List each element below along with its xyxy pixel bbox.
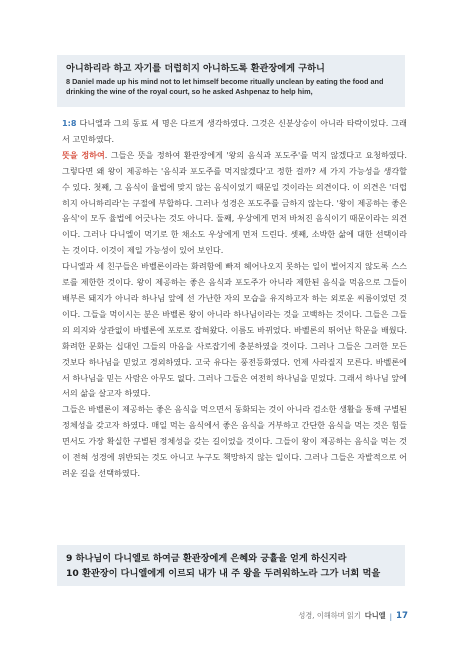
verse-reference: 1:8 bbox=[62, 118, 77, 128]
scripture-box-bottom bbox=[57, 545, 405, 586]
scripture-korean-text: 아니하리라 하고 자기를 더럽히지 아니하도록 환관장에게 구하니 bbox=[66, 63, 325, 74]
book-title: 다니엘 bbox=[364, 611, 386, 620]
paragraph-1 bbox=[62, 116, 407, 148]
scripture-box-top bbox=[57, 55, 405, 107]
page-footer bbox=[298, 611, 408, 621]
scripture-verse-10: 10 환관장이 다니엘에게 이르되 내가 내 주 왕을 두려워하노라 그가 너희 먹을 bbox=[66, 568, 381, 579]
paragraph-2 bbox=[62, 148, 407, 259]
paragraph-2-text: . 그들은 뜻을 정하여 환관장에게 '왕의 음식과 포도주'를 먹지 않겠다고 요청하였다. 그렇다면 왜 왕이 제공하는 '음식과 포도주를 먹지않겠다'고 정한 걸까? 세 가지 가능성을 생각할 수 있다. 첫째, 그 음식이 율법에 맞지 않는 음식이었기 때문일 것이라는 의견이다. 이 의견은 '더럽히지 아니하리라'는 구절에 부합하다. 그러나 성경은 포도주를 금하지 않는다. '왕이 제공하는 좋은 음식'이 모두 율법에 어긋나는 것도 아니다. 둘째, 우상에게 먼저 바쳐진 음식이기 때문이라는 의견이다. 그러나 다니엘이 먹기로 한 채소도 우상에게 먼저 드린다. 셋째, 소박한 삶에 대한 선택이라는 것이다. 이것이 제일 가능성이 있어 보인다. bbox=[62, 149, 407, 256]
paragraph-4: 그들은 바벨론이 제공하는 좋은 음식을 먹으면서 동화되는 것이 아니라 검소한 생활을 통해 구별된 정체성을 갖고자 하였다. 매일 먹는 음식에서 좋은 음식을 거부하고 간단한 음식을 먹는 것은 힘들면서도 가장 확실한 구별된 정체성을 갖는 길이었을 것이다. 그들이 왕이 제공하는 음식을 먹는 것이 전혀 성경에 위반되는 것도 아니고 누구도 책망하지 않는 일이다. 그러나 그들은 자발적으로 어려운 길을 선택하였다. bbox=[62, 404, 407, 478]
highlight-keyword: 뜻을 정하여 bbox=[62, 149, 105, 160]
paragraph-3: 다니엘과 세 친구들은 바벨론이라는 화려함에 빠져 헤어나오지 못하는 일이 벌어지지 않도록 스스로를 제한한 것이다. 왕이 제공하는 좋은 음식과 포도주가 아니라 제한된 음식을 먹음으로 그들이 배부른 돼지가 아니라 하나님 앞에 선 가난한 자의 모습을 유지하고자 하는 외로운 씨름이었던 것이다. 그들을 먹이시는 분은 바벨론 왕이 아니라 하나님이라는 것을 고백하는 것이다. 그들은 그들의 의지와 상관없이 바벨론에 포로로 잡혀왔다. 이름도 바뀌었다. 바벨론의 뛰어난 학문을 배웠다. 화려한 문화는 십대인 그들의 마음을 사로잡기에 충분하였을 것이다. 그러나 그들은 그러한 모든 것보다 하나님을 믿었고 경외하였다. 고국 유다는 풍전등화였다. 언제 사라질지 모른다. 바벨론에서 하나님을 믿는 사람은 아무도 없다. 그러나 그들은 여전히 하나님을 믿었다. 그래서 하나님 앞에서의 삶을 살고자 하였다. bbox=[62, 261, 407, 399]
scripture-english-text: 8 Daniel made up his mind not to let himself become ritually unclean by eating the food and drinking the wine of the royal court, so he asked Ashpenaz to help him, bbox=[66, 77, 384, 96]
paragraph-1-text: 다니엘과 그의 동료 세 명은 다르게 생각하였다. 그것은 신분상승이 아니라 타락이었다. 그래서 고민하였다. bbox=[62, 118, 407, 144]
series-title: 성경, 이해하며 읽기 bbox=[298, 611, 361, 620]
scripture-verse-9: 9 하나님이 다니엘로 하여금 환관장에게 은혜와 긍휼을 얻게 하신지라 bbox=[66, 553, 347, 564]
commentary-body bbox=[62, 116, 407, 482]
page-number: 17 bbox=[396, 611, 408, 621]
footer-separator: | bbox=[389, 611, 393, 621]
